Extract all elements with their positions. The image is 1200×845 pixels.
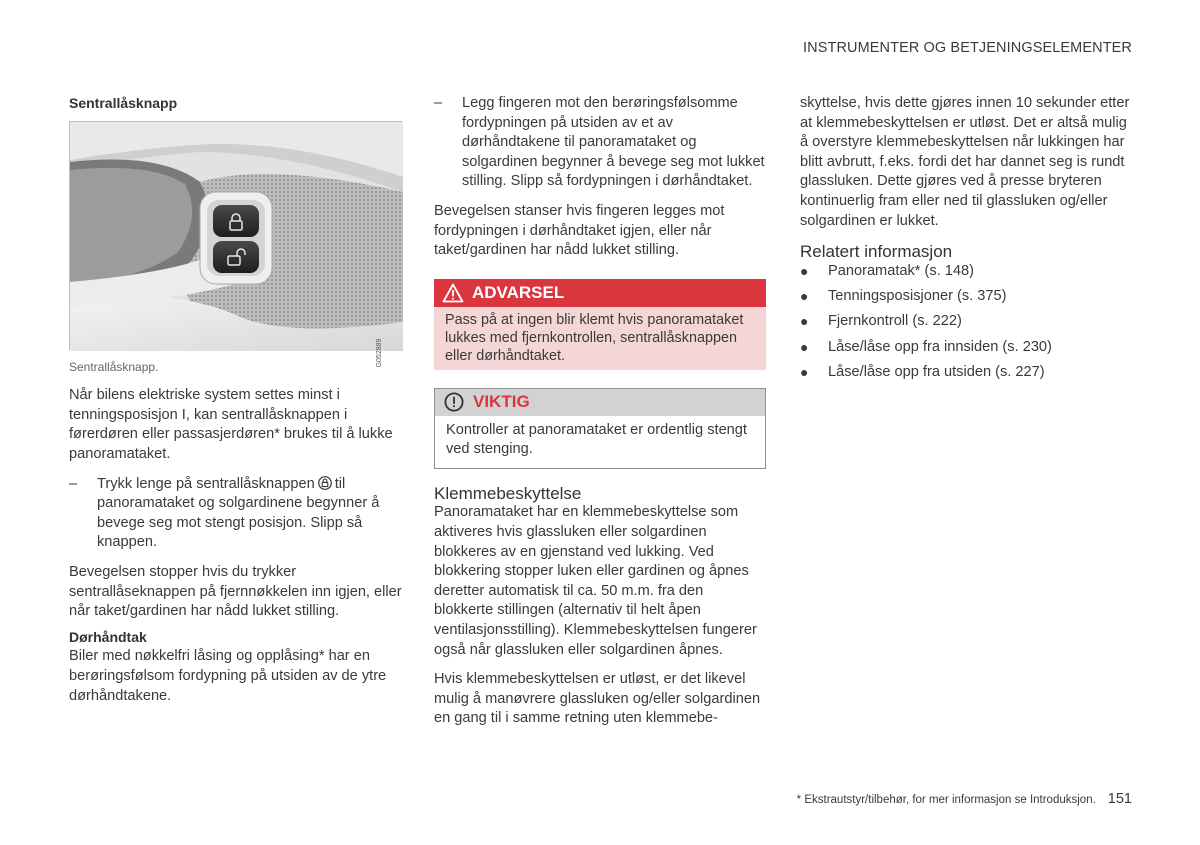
section-heading: Relatert informasjon	[800, 242, 953, 262]
bullet-icon: ●	[800, 262, 809, 279]
section-heading: Klemmebeskyttelse	[434, 483, 582, 503]
warning-triangle-icon	[434, 283, 472, 303]
page-header: INSTRUMENTER OG BETJENINGSELEMENTER	[803, 40, 1132, 56]
related-link[interactable]	[800, 312, 1136, 337]
page-number: 151	[1107, 791, 1132, 807]
warning-title: ADVARSEL	[472, 282, 565, 302]
related-link-label: Låse/låse opp fra utsiden (s. 227)	[828, 363, 1045, 380]
related-link-label: Fjernkontroll (s. 222)	[828, 313, 962, 330]
lock-icon	[318, 476, 332, 490]
paragraph: Når bilens elektriske system settes minst i tenningsposisjon I, kan sentrallåsknappen i førerdøren eller passasjerdøren* brukes til å lukke panoramataket.	[69, 387, 393, 462]
warning-header	[434, 279, 766, 307]
warning-text: Pass på at ingen blir klemt hvis panoramataket lukkes med fjernkontrollen, sentrallåsknappen eller dørhåndtaket.	[434, 307, 766, 370]
dash-marker: –	[69, 475, 78, 492]
column-3	[800, 94, 1136, 388]
page-footer	[797, 791, 1132, 807]
instruction-item	[434, 94, 766, 192]
instruction-text	[97, 475, 403, 553]
related-link-label: Panoramatak* (s. 148)	[828, 262, 975, 279]
paragraph: Hvis klemmebeskyttelsen er utløst, er det likevel mulig å manøvrere glassluken og/eller solgardinen en gang til i samme retning uten klemmebe-	[434, 671, 761, 727]
paragraph: skyttelse, hvis dette gjøres innen 10 sekunder etter at klemmebeskyttelsen er utløst. Det er altså mulig å overstyre klemmebeskyttelsen når lukkingen har blitt avbrutt, f.eks. fordi det har dannet seg is rundt glassluken. Dette gjøres ved å presse bryteren kontinuerlig fram eller ned til glassluken og/eller solgardinen er lukket.	[800, 95, 1130, 229]
related-link[interactable]	[800, 363, 1136, 388]
section-heading: Sentrallåsknapp	[69, 95, 178, 111]
footnote: * Ekstrautstyr/tilbehør, for mer informasjon se Introduksjon.	[796, 794, 1096, 806]
instruction-text-part2: til panoramataket og solgardinene begynner å bevege seg mot stengt posisjon. Slipp så knappen.	[97, 475, 380, 551]
exclamation-circle-icon	[435, 392, 473, 412]
bullet-icon: ●	[800, 363, 809, 380]
important-header	[435, 389, 765, 416]
instruction-item	[69, 475, 403, 553]
related-link-label: Låse/låse opp fra innsiden (s. 230)	[828, 338, 1052, 355]
paragraph: Panoramataket har en klemmebeskyttelse som aktiveres hvis glassluken eller solgardinen blokkeres av en gjenstand ved lukking. Ved blokkering stopper luken eller gardinen og åpnes deretter automatisk til ca. 50 m.m. fra den blokkerte stillingen (alternativ til helt åpen ventilasjonsstilling). Klemmebeskyttelsen fungerer også når glassluken eller solgardinen åpnes.	[434, 504, 757, 658]
paragraph: Bevegelsen stopper hvis du trykker sentrallåseknappen på fjernnøkkelen inn igjen, eller når taket/gardinen har nådd lukket stilling.	[69, 563, 402, 620]
column-1	[69, 94, 403, 706]
related-link-label: Tenningsposisjoner (s. 375)	[828, 288, 1007, 305]
important-title: VIKTIG	[473, 392, 530, 412]
subheading: Dørhåndtak	[69, 628, 147, 645]
important-text: Kontroller at panoramataket er ordentlig stengt ved stenging.	[446, 421, 747, 457]
instruction-text-part1: Trykk lenge på sentrallåsknappen	[97, 475, 315, 492]
instruction-text: Legg fingeren mot den berøringsfølsomme fordypningen på utsiden av et av dørhåndtakene til panoramataket og solgardinen begynner å bevege seg mot lukket stilling. Slipp så fordypningen i dørhåndtaket.	[462, 95, 765, 190]
dash-marker: –	[434, 95, 443, 111]
warning-box	[434, 279, 766, 370]
door-panel-illustration	[70, 122, 403, 351]
paragraph: Biler med nøkkelfri låsing og opplåsing* har en berøringsfølsom fordypning på utsiden av de ytre dørhåndtakene.	[69, 648, 387, 704]
bullet-icon: ●	[800, 288, 809, 305]
column-2	[434, 94, 766, 729]
bullet-icon: ●	[800, 338, 809, 355]
bullet-icon: ●	[800, 313, 809, 330]
figure-caption: Sentrallåsknapp.	[69, 359, 159, 374]
related-links-list	[800, 262, 1136, 388]
paragraph: Bevegelsen stanser hvis fingeren legges mot fordypningen i dørhåndtaket igjen, eller når taket/gardinen har nådd lukket stilling.	[434, 202, 725, 259]
figure-code: G052889	[376, 338, 384, 368]
related-link[interactable]	[800, 287, 1136, 312]
related-link[interactable]	[800, 262, 1136, 287]
related-link[interactable]	[800, 338, 1136, 363]
important-box	[434, 388, 766, 469]
